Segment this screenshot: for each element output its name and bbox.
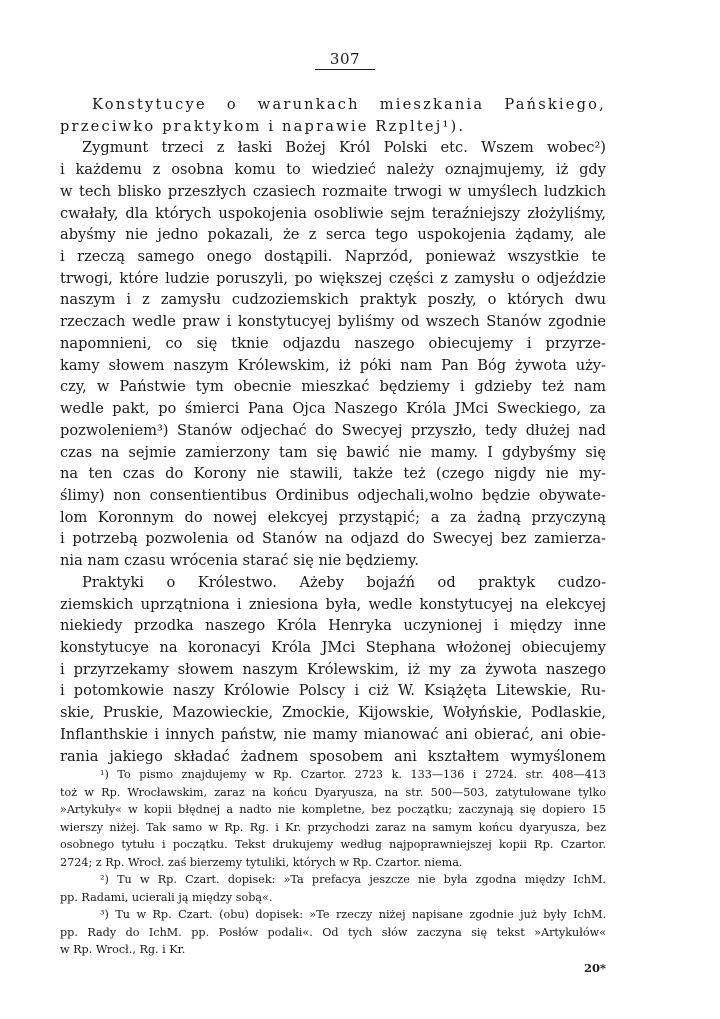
text-line: i rzeczą samego onego dostąpili. Naprzód, ponieważ wszystkie te — [60, 248, 606, 266]
text-line: napomnieni, co się tknie odjazdu naszego obiecujemy i przyrze- — [60, 334, 606, 352]
text-line: konstytucye na koronacyi Króla JMci Stephana włożonej obiecujemy — [60, 638, 606, 656]
text-line: cwałały, dla których uspokojenia osobliwie sejm teraźniejszy złożyliśmy, — [60, 204, 606, 222]
text-line: ziemskich uprzątniona i zniesiona była, wedle konstytucyej na elekcyej — [60, 595, 606, 613]
main-text — [60, 94, 606, 767]
text-line: na ten czas do Korony nie stawili, także też (czego nigdy nie my- — [60, 465, 606, 483]
text-line: wedle pakt, po śmierci Pana Ojca Naszego Króla JMci Sweckiego, za — [60, 400, 606, 418]
footnote-line: ²) Tu w Rp. Czart. dopisek: »Ta prefacya jeszcze nie była zgodna między IchM. — [100, 873, 606, 886]
footnotes — [60, 766, 606, 959]
text-line: rzeczach wedle praw i konstytucyej byliśmy od wszech Stanów zgodnie — [60, 313, 606, 331]
text-line: Inflanthskie i innych państw, nie mamy mianować ani obierać, ani obie- — [60, 725, 606, 743]
text-line: i potrzebą pozwolenia od Stanów na odjazd do Swecyej bez zamierza- — [60, 530, 606, 548]
footnote-line: ³) Tu w Rp. Czart. (obu) dopisek: »Te rzeczy niżej napisane zgodnie już były IchM. — [100, 908, 606, 921]
signature-mark: 20* — [583, 961, 606, 975]
footnote-line: 2724; z Rp. Wrocł. zaś bierzemy tytuliki, których w Rp. Czartor. niema. — [60, 855, 463, 869]
page-number: 307 — [315, 50, 375, 70]
text-line: kamy słowem naszym Królewskim, iż póki nam Pan Bóg żywota uży- — [60, 356, 606, 374]
heading-line: przeciwko praktykom i naprawie Rzpltej¹). — [60, 117, 466, 135]
heading-line: Konstytucye o warunkach mieszkania Pańskiego, — [92, 96, 606, 113]
text-line: i potomkowie naszy Królowie Polscy i ciż W. Książęta Litewskie, Ru- — [60, 682, 606, 700]
footnote-line: wierszy niżej. Tak samo w Rp. Rg. i Kr. przychodzi zaraz na samym końcu dyaryusza, bez — [60, 820, 606, 834]
text-line: i przyrzekamy słowem naszym Królewskim, iż my za żywota naszego — [60, 660, 606, 678]
footnote-line: w Rp. Wrocł., Rg. i Kr. — [60, 943, 186, 956]
text-line: rania jakiego składać żadnem sposobem ani kształtem wymyślonem — [60, 747, 606, 765]
footnote-line: ¹) To pismo znajdujemy w Rp. Czartor. 2723 k. 133—136 i 2724. str. 408—413 — [100, 768, 606, 781]
text-line: czas na sejmie zamierzony tam się bawić nie mamy. I gdybyśmy się — [60, 443, 606, 461]
footnote-line: toż w Rp. Wrocławskim, zaraz na końcu Dyaryusza, na str. 500—503, zatytułowane tylko — [60, 785, 606, 799]
text-line: skie, Pruskie, Mazowieckie, Zmockie, Kijowskie, Wołyńskie, Podlaskie, — [60, 704, 606, 722]
text-line: naszym i z zamysłu cudzoziemskich praktyk poszły, o których dwu — [60, 291, 606, 309]
text-line: czy, w Państwie tym obecnie mieszkać będziemy i gdzieby też nam — [60, 378, 606, 396]
footnote-line: osobnego tytułu i początku. Tekst drukujemy według najpoprawniejszej kopii Rp. Czartor. — [60, 838, 606, 851]
text-line: ślimy) non consentientibus Ordinibus odjechali,wolno będzie obywate- — [60, 486, 606, 504]
text-line: i każdemu z osobna komu to wiedzieć należy oznajmujemy, iż gdy — [60, 161, 606, 179]
text-line: Praktyki o Królestwo. Ażeby bojaźń od praktyk cudzo- — [82, 573, 606, 591]
text-line: Zygmunt trzeci z łaski Bożej Król Polski etc. Wszem wobec²) — [82, 139, 606, 157]
footnote-line: pp. Rady do IchM. pp. Posłów podali«. Od tych słów zaczyna się tekst »Artykułów« — [60, 925, 606, 939]
text-line: trwogi, które ludzie poruszyli, po większej części z zamysłu o odjeździe — [60, 269, 606, 287]
footnote-line: »Artykuły« w kopii błędnej a nadto nie kompletne, bez początku; zaczynają się dopiero 15 — [60, 803, 606, 816]
text-line: nia nam czasu wrócenia starać się nie będziemy. — [60, 552, 419, 570]
text-line: lom Koronnym do nowej elekcyej przystąpić; a za żadną przyczyną — [60, 508, 606, 526]
text-line: niekiedy przodka naszego Króla Henryka uczynionej i między inne — [60, 617, 606, 635]
text-line: pozwoleniem³) Stanów odjechać do Swecyej przyszło, tedy dłużej nad — [60, 421, 606, 439]
text-line: abyśmy nie jedno pokazali, że z serca tego uspokojenia żądamy, ale — [60, 226, 606, 244]
footnote-line: pp. Radami, ucierali ją między sobą«. — [60, 890, 273, 904]
text-line: w tech blisko przeszłych czasiech rozmaite trwogi w umyślech ludzkich — [60, 182, 606, 200]
